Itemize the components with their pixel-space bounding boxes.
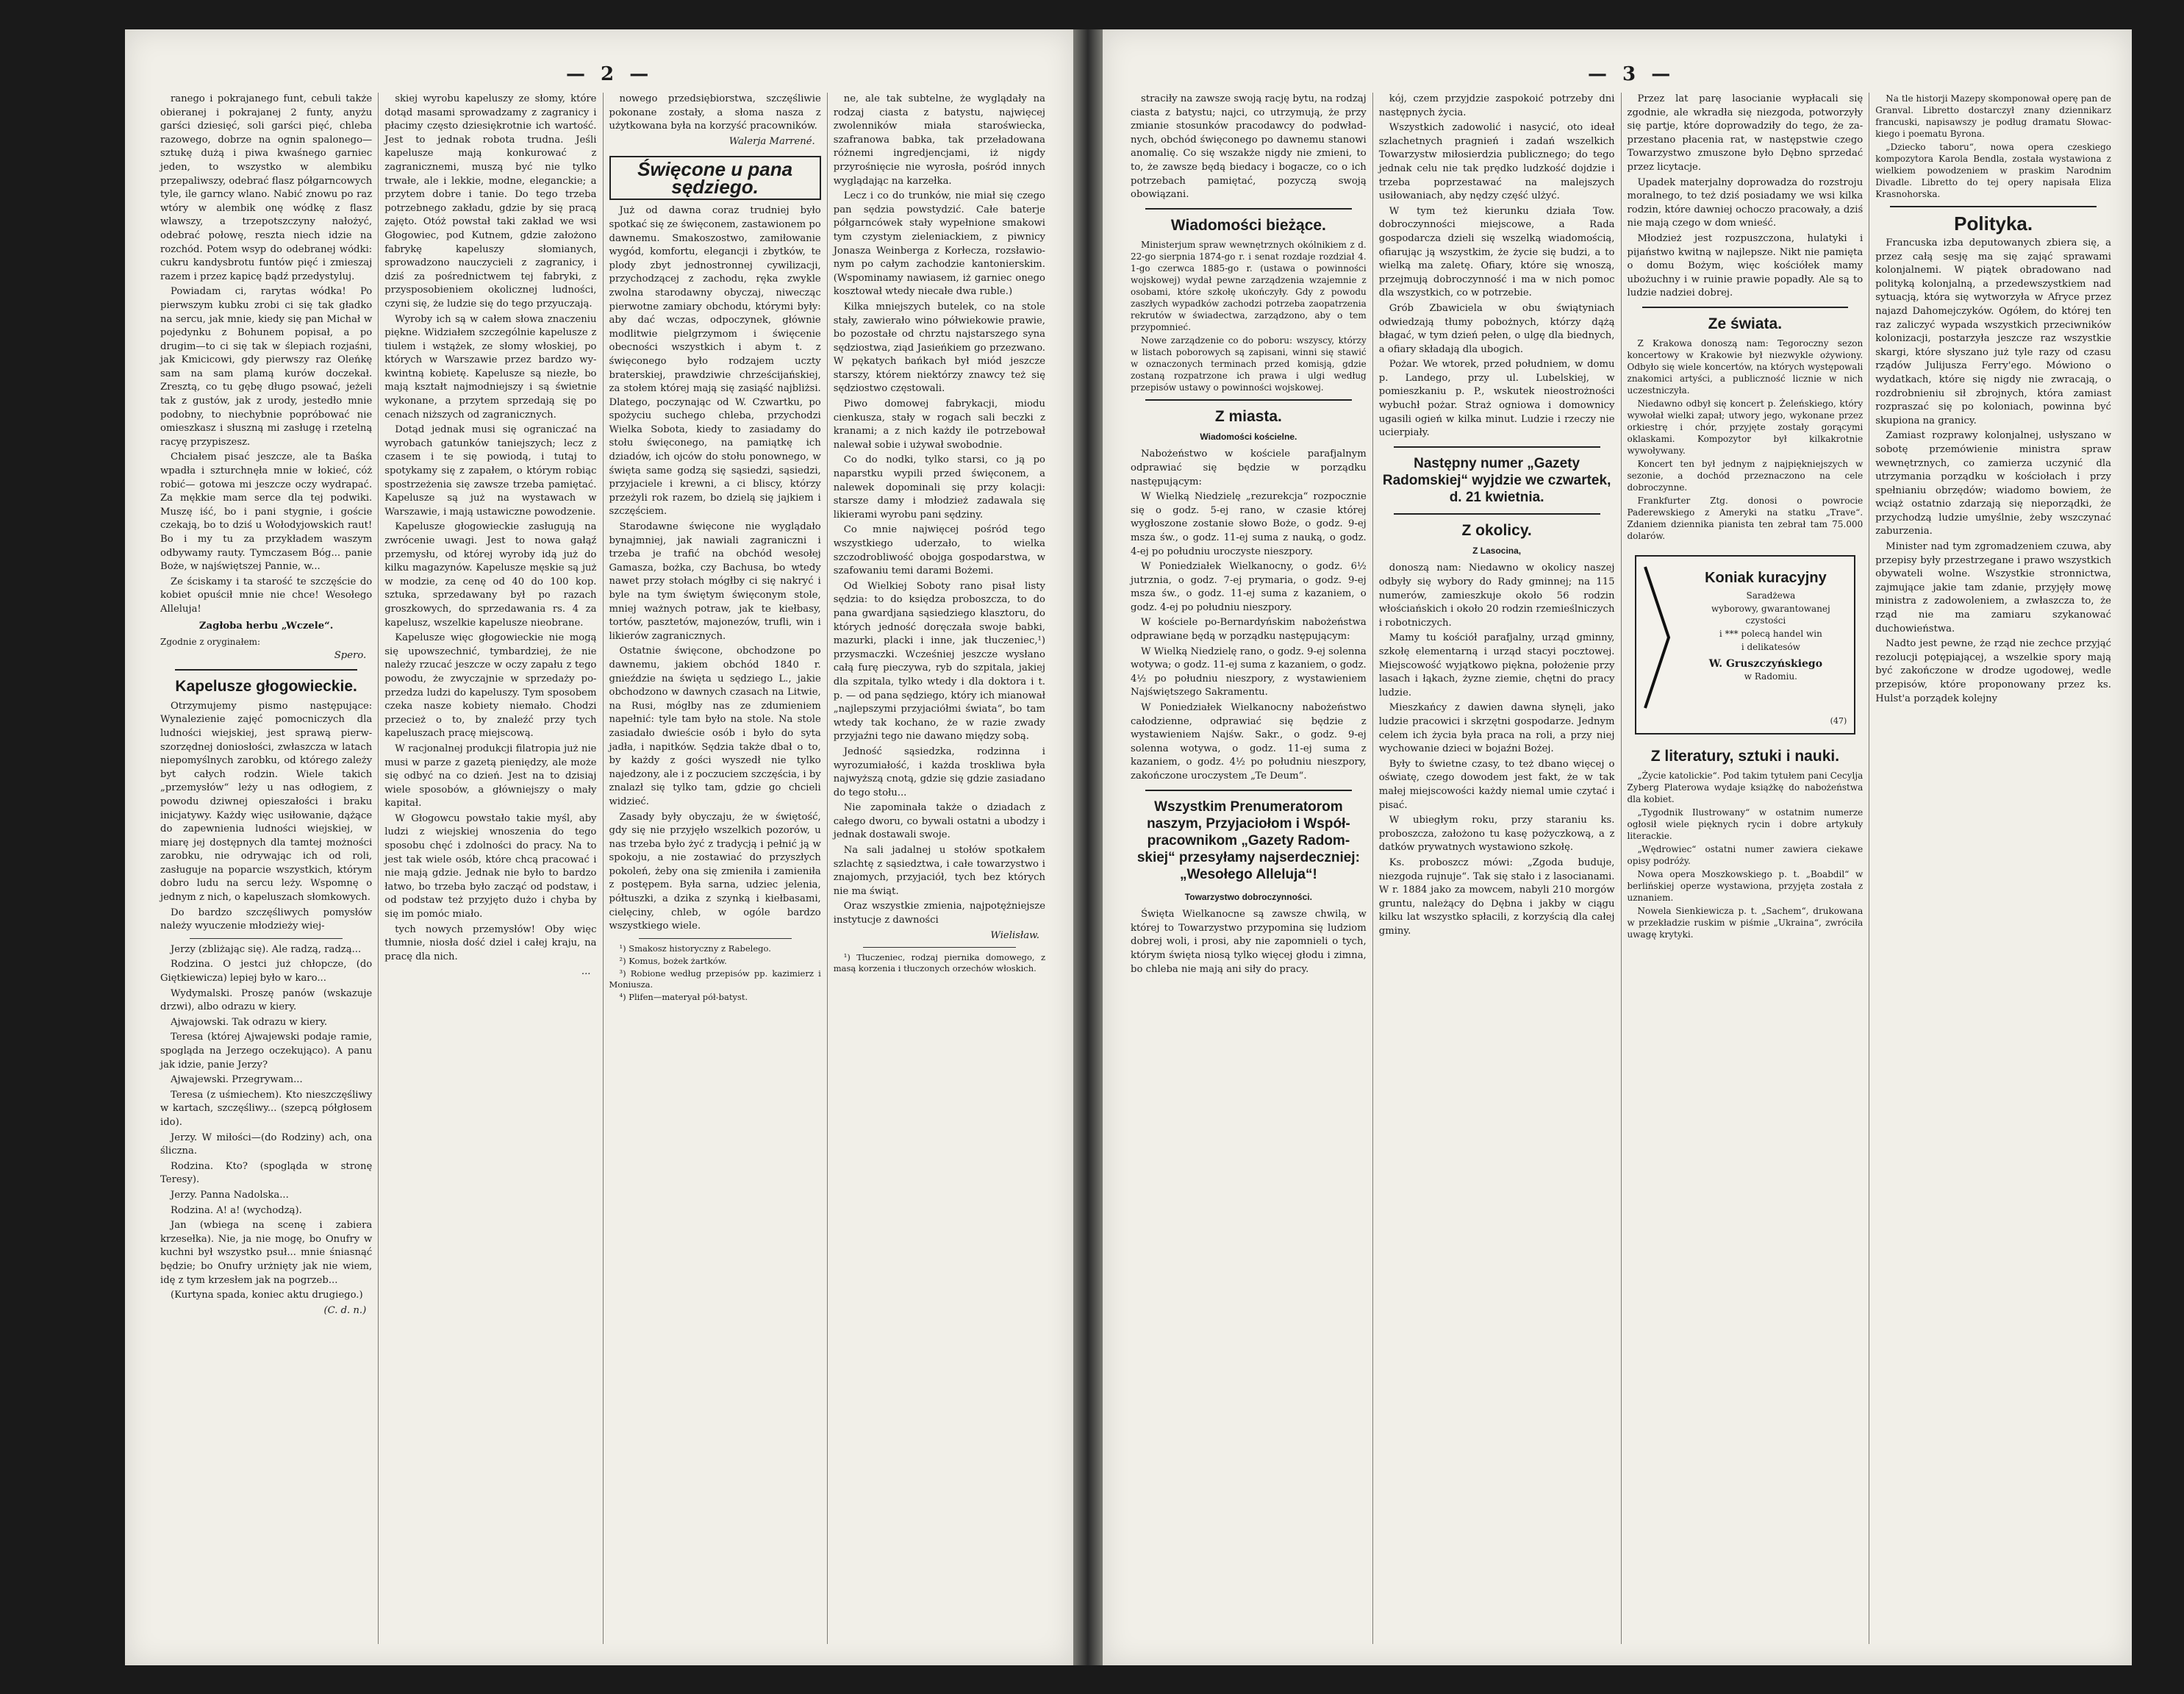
dialog-line: Jan (wbiega na scenę i zabiera krzesełka). Nie, ja nie mogę, bo Onufry w kuchni był wszystko psuł... mnie śniasnąć będzie; bo Onufry urżnięty jak nie wiem, idę z tym krzesłem jak na pogrzeb...: [160, 1220, 373, 1286]
cognac-advertisement: [1635, 555, 1856, 735]
divider: [1394, 513, 1600, 515]
left-col-2: [379, 93, 603, 1644]
dialog-line: (Kurtyna spada, koniec aktu drugiego.): [171, 1290, 363, 1301]
footnote: ³) Robione według przepisów pp. kazimierz i Moniusza.: [609, 968, 821, 990]
article-heading: Z literatury, sztuki i nauki.: [1650, 747, 1840, 765]
article-text: Ze ściskamy i ta starość te szczęście do kobiet opuścił mnie nie chce! Wesołego Alleluja!: [160, 576, 373, 615]
dialog-line: Rodzina. A! a! (wychodzą).: [171, 1204, 302, 1216]
page-number-right: — 3 —: [1588, 63, 1675, 85]
ad-city: w Radomiu.: [1744, 671, 1797, 682]
article-text: Od Wielkiej Soboty rano pisał listy sędzia: to do księdza proboszcza, to do pana gwardjana sąsiedziego klasztoru, do których jedność doręczała swoje babki, mazurki, placki i inne, jak tłuczeniec,¹) przysmaczki. Wcześniej jeszcze wysłano całą furę pieczywa, ryb do szpitala, jakiej dla szpitala, tylko wtedy i dla doktora i t. p. — od pana sędziego, który ich mianował „najlepszymi przyjaciółmi świata“, bo tam wtedy tak kochano, że w razie zwady przyjaźni tego nie dawano między sobą.: [833, 580, 1045, 743]
news-item: Nowa opera Moszkowskiego p. t. „Boabdil“ w berlińskiej operze wystawiona, przyjęta została z uznaniem.: [1627, 868, 1863, 903]
dialog-line: Ajwajowski. Tak odrazu w kiery.: [171, 1016, 328, 1028]
arrow-icon: [1642, 564, 1672, 711]
article-heading: Z okolicy.: [1461, 521, 1532, 539]
article-subheading: Z Lasocina,: [1472, 545, 1522, 556]
article-text: W tym też kierunku działa Tow. dobroczynności miejscowe, a Rada gospodarcza dzieli się wszelką wiadomością, ofiarując ją wszystkim, że życie się budzi, a to wielką ma zaletę. Ofiary, które się wnoszą, przejmują dobroczynność i ma w nich pomoc dla wszystkich, co w potrzebie.: [1378, 205, 1615, 299]
article-text: kój, czem przyjdzie zaspokoić potrzeby dni następnych życia.: [1378, 93, 1615, 118]
page-number-left: — 2 —: [566, 63, 654, 85]
article-text: W ubiegłym roku, przy staraniu ks. proboszcza, założono tu kasę pożyczkową, a z datków prywatnych wystawiono szkołę.: [1378, 815, 1615, 854]
dialog-line: Teresa (której Ajwajewski podaje ramie, spogląda na Jerzego oczekująco). A panu jak idzie, panie Jerzy?: [160, 1032, 373, 1071]
article-text: Grób Zbawiciela w obu świątyniach odwiedzają tłumy pobożnych, którzy dążą błagać, w tym dzień pełen, o ulgę dla biednych, a ofiary składają dla ubogich.: [1378, 302, 1615, 355]
ad-title: Koniak kuracyjny: [1705, 569, 1827, 586]
news-item: Frankfurter Ztg. donosi o powrocie Paderewskiego z Ameryki na statku „Trave“. Zdaniem dziennika pianista ten zebrał tam 75.000 dolarów.: [1627, 495, 1863, 541]
divider: [1394, 446, 1600, 448]
divider: [190, 938, 343, 939]
divider: [1890, 206, 2097, 207]
article-text: Jedność sąsiedzka, rodzinna i wyrozumiałość, i każda troskliwa była najwyższą cnotą, gdzie się gdzie zasiadano do tego stołu...: [833, 746, 1045, 798]
article-text: W Wielką Niedzielę „rezurekcja“ rozpocznie się o godz. 5-ej rano, w czasie której wygłoszone zostanie słowo Boże, o godz. 9-ej msza św., o godz. 11-ej suma z nauką, o godz. 4-ej po południu uroczyste nieszpory.: [1131, 491, 1367, 557]
news-item: „Życie katolickie“. Pod takim tytułem pani Cecylja Zyberg Platerowa wydaje książkę do nabożeństwa dla kobiet.: [1627, 770, 1863, 804]
right-page: [1103, 29, 2132, 1665]
article-text: Na sali jadalnej u stołów spotkałem szlachtę z sąsiedztwa, i całe towarzystwo i znajomych, przyjaciół, tych bez których nie ma świąt.: [833, 845, 1045, 897]
news-item: Ministerjum spraw wewnętrznych okólnikiem z d. 22-go sierpnia 1874-go r. i senat rozdaje rozdział 4. 1-go czerwca 1885-go r. (ustawa o powinności wojskowej) wydał pewne zarządzenia wzajemnie z osobami, które szkołę ukończyły. Gdy z powodu zaszłych wypadków zachodzi potrzeba zaopatrzenia rekrutów w świadectwa, zarządzono, aby o tem przypomnieć.: [1131, 239, 1367, 332]
article-text: Mamy tu kościół parafjalny, urząd gminny, szkołę elementarną i urząd stacyi pocztowej. Miejscowość wyjątkowo piękna, położenie przy lasach i łąkach, żyzne ziemie, chętni do pracy ludzie.: [1378, 632, 1615, 698]
article-text: Powiadam ci, rarytas wódka! Po pierwszym kubku zrobi ci się tak gładko na sercu, jak mnie, kiedy się pan Michał w pojedynku z Bohunem popisał, a po drugim—to ci się tak w ślepiach rozjaśni, jak Kmicicowi, gdy pierwszy raz Oleńkę sam na sam plamą kurów doczekał. Zresztą, co tu gębę długo psować, jeżeli tak z gustów, jak z urody, jestedło mnie podobny, to niechybnie popróbować nie omieszkasz i słuszną mi zasługę i rzetelną racyę przypiszesz.: [160, 286, 373, 448]
article-text: W racjonalnej produkcji filatropia już nie musi w parze z gazetą pieniędzy, ale może się odbyć na co dzień. Jest na to dzisiaj wiele sposobów, a główniejszy o mały kapitał.: [384, 743, 597, 810]
article-text: Piwo domowej fabrykacji, miodu cienkusza, stały w rogach sali beczki z kranami; a z nich każdy ile potrzebował nalewał sobie i używał swobodnie.: [833, 399, 1045, 451]
article-text: Już od dawna coraz trudniej było spotkać się ze święconem, zastawionem po dawnemu. Smakoszostwo, zamiłowanie wygód, komfortu, elegancji i zbytków, te plody zbyt jednostronnej cywilizacji, przychodzącej z zachodu, ręka zwykle zwolna starodawny obyczaj, niwecząc pierwotne zamiary obchodu, którymi były: aby dać wczas, odpoczynek, głównie modlitwie pielgrzymom i święcenie obecności wszystkich i abym t. z święconego było rodzajem uczty braterskiej, prawdziwie chrześcijańskiej, za stołem której mają się zasiąść najbliżsi. Dlatego, poczynając od W. Czwartku, po spożyciu suchego chleba, przychodzi Wielka Sobota, kiedy to zasiadamy do stołu święconego, na pamiątkę ich dziadów, ich ojców do stołu ponownego, w święta same godzą się sąsiedzi, sąsiedzi, przyjaciele i krewni, a ci bliscy, którzy przeżyli rok razem, bo dzielą się jajkiem i szczęściem.: [609, 205, 821, 518]
right-columns: [1125, 93, 2117, 1644]
dialog-line: Jerzy (zbliżając się). Ale radzą, radzą...: [171, 943, 362, 955]
left-col-1: [154, 93, 379, 1644]
article-text: Wszystkich zadowolić i nasycić, oto ideał szlachetnych pragnień i zadań wszelkich Towarzystw miłosierdzia publicznego; do tego jednak celu nie tak prędko ludzkość dojdzie i trzeba poprzestawać na malejszych usiłowaniach, aby nędzy część ulżyć.: [1378, 122, 1615, 202]
divider: [1145, 399, 1352, 401]
article-text: Kapelusze głogowieckie zasługują na zwrócenie uwagi. Jest to nowa gałąź przemysłu, od której wyroby idą już do kilku magazynów. Kapelusze męskie są już w modzie, za cenę od 40 do 100 kop. sztuka, sprzedawany był po razach groszkowych, do sprzedawania rs. 4 za kapelusz, wszelkie kapelusze nieobrane.: [384, 521, 597, 629]
article-text: W Poniedziałek Wielkanocny, o godz. 6½ jutrznia, o godz. 7-ej prymaria, o godz. 9-ej msza św., o godz. 11-ej suma z kazaniem, o godz. 4-ej po południu nieszpory.: [1131, 561, 1367, 613]
article-text: Ostatnie święcone, obchodzone po dawnemu, jakiem obchód 1840 r. gnieździe na święta u sędziego L., jakie obchodzono w dawnych czasach na Litwie, na Rusi, mógłby nas ze zdumieniem napełnić: tyle tam było na stole. Na stole zasiadało dwieście osób i było do syta jadła, i napitków. Sędzia także dbał o to, by każdy z gości wyszedł nie tylko najedzony, ale i z poczuciem szczęścia, i by znalazł się tylko tam, gdzie go chcieli widzieć.: [609, 646, 821, 807]
article-text: donoszą nam: Niedawno w okolicy naszej odbyły się wybory do Rady gminnej; na 115 numerów, zamieszkuje około 56 rodzin włościańskich i około 20 rodzin rzemieślniczych i robotniczych.: [1378, 562, 1615, 629]
footnote-divider: [639, 938, 792, 939]
article-text: Nadto jest pewne, że rząd nie zechce przyjąć rezolucji potępiającej, a wszelkie spory mają być zakończone w drodze ugodowej, wedle przepisów, które proponowany przez ks. Hulst'a porządek kolejny: [1875, 638, 2111, 704]
ad-line: Saradżewa: [1746, 590, 1796, 601]
next-issue-notice: Następny numer „Gazety Radomskiej“ wyjdzie we czwartek, d. 21 kwietnia.: [1382, 455, 1611, 505]
news-item: „Wędrowiec“ ostatni numer zawiera ciekawe opisy podróży.: [1627, 843, 1863, 866]
article-text: Co do nodki, tylko starsi, co ją po naparstku wypili przed święconem, a nalewek dopominali się przy kolacji: starsze damy i młodzież zadawala się likierami wyrobu pani sędziny.: [833, 454, 1045, 521]
dialog-line: Teresa (z uśmiechem). Kto nieszczęśliwy w kartach, szczęśliwy... (szepcą półgłosem ido).: [160, 1089, 373, 1128]
left-col-3: [604, 93, 828, 1644]
article-text: W Poniedziałek Wielkanocny nabożeństwo całodzienne, odprawiać się będzie z wystawieniem Najśw. Sakr., o godz. 9-ej solenna wotywa, o godz. 11-ej suma z kazaniem, o godz. 4½ po południu nieszpory, zakończone uroczystem „Te Deum“.: [1131, 702, 1367, 782]
article-text: Co mnie najwięcej pośród tego wszystkiego uderzało, to wielka szczodrobliwość obojga gospodarstwa, w szafowaniu temi darami Bożemi.: [833, 524, 1045, 577]
ad-line: wyborowy, gwarantowanej czystości: [1711, 603, 1830, 626]
article-text: Upadek materjalny doprowadza do rozstroju moralnego, to też dziś posiadamy we wsi kilka rodzin, które dawniej ochoczo pracowały, a dziś nie mają czego w dom wnieść.: [1627, 176, 1863, 229]
article-heading: Kapelusze głogowieckie.: [175, 677, 357, 695]
divider: [1145, 208, 1352, 210]
article-heading: Święcone u pana sędziego.: [609, 156, 821, 200]
signature: Wielisław.: [990, 929, 1039, 941]
dialog-line: Rodzina. O jestci już chłopcze, (do Giętkiewicza) lepiej było w karo...: [160, 959, 373, 984]
dialog-line: Jerzy. Panna Nadolska...: [171, 1189, 289, 1201]
article-text: Mieszkańcy z dawien dawna słynęli, jako ludzie pracowici i skrzętni gospodarze. Jednym celem ich życia była praca na roli, a przy niej wychowanie dzieci w bojaźni Bożej.: [1378, 702, 1615, 755]
footnote: ²) Komus, bożek żartków.: [619, 955, 727, 966]
news-item: Nowela Sienkiewicza p. t. „Sachem“, drukowana w przekładzie ruskim w piśmie „Ukraina“, zwróciła uwagę krytyki.: [1627, 905, 1863, 940]
article-text: Do bardzo szczęśliwych pomysłów należy wyuczenie młodzieży wiej-: [160, 907, 373, 932]
article-text: Nabożeństwo w kościele parafjalnym odprawiać się będzie w porządku następującym:: [1131, 448, 1367, 487]
article-text: Zamiast rozprawy kolonjalnej, usłyszano w sobotę przemówienie ministra spraw wewnętrznych, co zamierza uczynić dla utrzymania porządku w kościołach i przy spełnianiu obrzędów; wiadomo bowiem, że wciąż ostatnio zdarzają się nieporządki, że przychodzą ludzie umyślnie, żeby wszczynać zaburzenia.: [1875, 430, 2111, 537]
left-col-4: [828, 93, 1051, 1644]
article-text: Lecz i co do trunków, nie miał się czego pan sędzia powstydzić. Całe baterje półgarncówek stały wypełnione smakowi tym czystym zieleniackiem, z piwnicy Jonasza Weinberga z Korłecza, rozsławionym po całym zachodzie kantonierskim. (Wspominamy nawiasem, iż garniec onego kosztował wtedy niecałe dwa ruble.): [833, 190, 1045, 298]
news-item: Koncert ten był jednym z najpiękniejszych w sezonie, a dochód przeznaczono na cele dobroczynne.: [1627, 458, 1863, 493]
signature: Spero.: [334, 650, 367, 662]
news-item: Z Krakowa donoszą nam: Tegoroczny sezon koncertowy w Krakowie był niezwykle ożywiony. Odbyło się wiele koncertów, na których występowali znakomici artyści, a publiczność licznie w nich uczestniczyła.: [1627, 337, 1863, 396]
right-col-3: [1622, 93, 1870, 1644]
article-text: nowego przedsiębiorstwa, szczęśliwie pokonane zostały, a słoma nasza z użytkowana była na korzyść pracowników.: [609, 93, 821, 132]
ad-line: i *** polecą handel win: [1719, 628, 1822, 639]
footnote: ¹) Tłuczeniec, rodzaj piernika domowego, z masą korzenia i tłuczonych orzechów włoskich.: [833, 952, 1045, 974]
article-text: Otrzymujemy pismo następujące: Wynalezienie zajęć pomocniczych dla ludności wiejskiej, jest sprawą pierwszorzędnej doniosłości, zwłaszcza w latach niepomyślnych zarobku, od którego zależy byt całych rodzin. Wiele takich „przemysłów“ leży u nas odłogiem, z powodu dziwnej opieszałości i braku inicjatywy. Każdy więc usiłowanie, dążące do zapewnienia ludności wiejskiej, w miarę jej dostępnych dla tamtej możności zarobku, nie odrywając ich od roli, zasługuje na poparcie wszystkich, którym dobro ludu na sercu leży. Wspomnę o jednym z nich, o kapeluszach słomkowych.: [160, 700, 373, 904]
article-text: Nie zapominała także o dziadach z całego dworu, co bywali ostatni a ubodzy i jednak dostawali swoje.: [833, 802, 1045, 841]
article-text: Pożar. We wtorek, przed południem, w domu p. Landego, przy ul. Lubelskiej, w pomieszkaniu p. P., wskutek nieostrożności wybuchł pożar. Straż ogniowa i domownicy ugasili ogień w kilka minut. Ludzie i rzeczy nie ucierpiały.: [1378, 359, 1615, 439]
article-text: Ks. proboszcz mówi: „Zgoda buduje, niezgoda rujnuje“. Tak się stało i z lasocianami. W r. 1884 jako za mowcem, nabyli 210 morgów gruntu, należący do Dębna i jakby w ciągu kilku lat wszystko spłacili, z korzyścią dla całej gminy.: [1378, 857, 1615, 937]
article-text: Wyroby ich są w całem słowa znaczeniu piękne. Widziałem szczególnie kapelusze z tiulem i wstążek, ze słomy włoskiej, po których w Warszawie przez bardzo wykwintną kobietę. Kapelusze są niezłe, bo mają kształt najmodniejszy i są świetnie wykonane, a przytem sprzedają się po cenach niższych od zagranicznych.: [384, 313, 597, 421]
signature: Zagłoba herbu „Wczele“.: [198, 620, 334, 632]
news-item: „Dziecko taboru“, nowa opera czeskiego kompozytora Karola Bendla, została wystawiona z wielkiem powodzeniem w praskim Narodnim Divadle. Libretto do tej opery napisała Eliza Krasnohorska.: [1875, 142, 2111, 199]
left-page: [125, 29, 1073, 1665]
article-heading: Z miasta.: [1214, 407, 1282, 425]
dialog-line: Ajwajewski. Przegrywam...: [171, 1074, 303, 1086]
article-text: W Wielką Niedzielę rano, o godz. 9-ej solenna wotywa; o godz. 11-ej suma z kazaniem, o godz. 4½ po południu nieszpory, z wystawieniem Najświętszego Sakramentu.: [1131, 646, 1367, 698]
ad-merchant: W. Gruszczyńskiego: [1708, 657, 1823, 670]
article-subheading: Towarzystwo dobroczynności.: [1184, 891, 1312, 902]
article-text: tych nowych przemysłów! Oby więc tłumnie, niosła dość dziel i całej kraju, na pracę dla nich.: [384, 923, 597, 962]
signature: ...: [581, 966, 591, 978]
article-text: Dotąd jednak musi się ograniczać na wyrobach gatunków taniejszych; lecz z czasem i te się powiodą, i tutaj to spotykamy się z zapałem, o którym robiąc spostrzeżenia się zawsze trzeba pamiętać. Kapelusze są już na wystawach w Warszawie, i mają ustawiczne powodzenie.: [384, 424, 597, 518]
dialog-line: Wydymalski. Proszę panów (wskazuje drzwi), albo odrazu w kiery.: [160, 987, 373, 1013]
dialog-line: Rodzina. Kto? (spogląda w stronę Teresy).: [160, 1160, 373, 1186]
news-item: Niedawno odbył się koncert p. Żeleńskiego, który wywołał wielki zapał; utwory jego, wykonane przez orkiestrę i chór, przyjęte zostały gorącymi oklaskami. Kompozytor był kilkakrotnie wywoływany.: [1627, 398, 1863, 456]
signature: Walerja Marrené.: [728, 135, 815, 147]
article-text: Święta Wielkanocne są zawsze chwilą, w której to Towarzystwo przypomina się ludziom dobrej woli, i prosi, aby nie zapomnieli o tych, którym święta niosą tylko więcej głodu i zimna, bo chleba nie mają ani siły do pracy.: [1131, 909, 1367, 975]
article-heading: Polityka.: [1954, 212, 2033, 235]
article-text: Były to świetne czasy, to też dbano więcej o oświatę, czego dowodem jest fakt, że w tak małej miejscowości każdy niemal umie czytać i pisać.: [1378, 758, 1615, 811]
left-columns: [154, 93, 1051, 1644]
footnote: ¹) Smakosz historyczny z Rabelego.: [619, 943, 771, 954]
article-text: ne, ale tak subtelne, że wyglądały na rodzaj ciasta z batystu, najwięcej zwolenników miała staroświecka, szafranowa babka, tak przeładowana różnemi ingredjencjami, iż nigdy przyrośnięcie nie wyrosła, pośród innych wyglądając na karzełka.: [833, 93, 1045, 187]
book-gutter: [1073, 29, 1103, 1665]
article-text: Przez lat parę lasocianie wypłacali się zgodnie, ale wkradła się niezgoda, potworzyły się partje, które doprowadziły do tego, że zaprzestano płacenia rat, w następstwie czego Towarzystwo zmuszone było Dębno sprzedać przez licytacje.: [1627, 93, 1863, 173]
article-heading: Wiadomości bieżące.: [1170, 216, 1326, 234]
divider: [175, 669, 357, 671]
article-heading: Ze świata.: [1708, 315, 1783, 332]
article-text: W kościele po-Bernardyńskim nabożeństwa odprawiane będą w porządku następującym:: [1131, 617, 1367, 643]
article-text: Kilka mniejszych butelek, co na stole stały, zawierało wino półwiekowie prawie, bo pozostałe od chrztu najstarszego syna sędziostwa, ziąd Jasieńkiem go przezwano. W pękatych bańkach był miód jeszcze starszy, którem niektórzy znawcy też się sędziostwo częstowali.: [833, 301, 1045, 395]
article-text: straciły na zawsze swoją rację bytu, na rodzaj ciasta z batystu; najci, co utrzymują, że przy zmianie stosunków pracodawcy do podwładnych, obchód święconego po dawnemu stanowi anomalię. Co się wszakże nigdy nie zmieni, to to, że zawsze będą biedacy i bogacze, co o ich potrzebach pamiętać, pozyczą swoją obowiązani.: [1131, 93, 1367, 201]
article-text: W Głogowcu powstało takie myśl, aby ludzi z wiejskiej wnoszenia do tego sposobu chęć i zdolności do pracy. Na to jest tak wiele osób, które chcą pracować i nie mają gdzie. Jednak nie było to bardzo łatwo, bo trzeba było zacząć od podstaw, i od podstaw też przyjęto dużo i chyba by się im pomóc miało.: [384, 812, 597, 921]
right-col-1: [1125, 93, 1373, 1644]
easter-greeting: Wszystkim Prenumeratorom naszym, Przyjaciołom i Współpracownikom „Gazety Radomskiej“ przesyłamy najserdeczniej: „Wesołego Alleluja“!: [1136, 798, 1360, 882]
article-text: Oraz wszystkie zmienia, najpotężniejsze instytucje z dawności: [833, 901, 1045, 926]
continued-note: (C. d. n.): [323, 1304, 367, 1316]
ad-reference: (47): [1830, 716, 1847, 726]
footnote-divider: [863, 947, 1016, 948]
article-text: Młodzież jest rozpuszczona, hulatyki i pijaństwo kwitną w najlepsze. Nikt nie pamięta o domu Bożym, więc kościółek mamy ubożuchny i w ruinie prawie popadły. Ale są to ludzie nadziei dobrej.: [1627, 232, 1863, 299]
news-item: Nowe zarządzenie co do poboru: wszyscy, którzy w listach poborowych są zapisani, winni się stawić w oznaczonych terminach przed komisją, gdzie zostaną rozpatrzone ich prawa i ulgi według przepisów ustawy o powinności wojskowej.: [1131, 335, 1367, 393]
news-item: „Tygodnik Ilustrowany“ w ostatnim numerze ogłosił wiele pięknych rycin i dobre artykuły literackie.: [1627, 807, 1863, 841]
right-col-2: [1373, 93, 1622, 1644]
right-col-4: [1869, 93, 2117, 1644]
divider: [1642, 307, 1849, 308]
footnote: ⁴) Plifen—materyał pół-batyst.: [619, 991, 748, 1002]
dialog-line: Jerzy. W miłości—(do Rodziny) ach, ona śliczna.: [160, 1132, 373, 1157]
article-text: ranego i pokrajanego funt, cebuli także obieranej i pokrajanej 2 funty, anyżu garści dziesięć, soli garści pięć, chleba razowego, dobrze na ognin spalonego—sztukę dużą i piwa kwaśnego garniec jeden, to wszystko w alembiku przepaliwszy, odebrać flasz półgarncowych tyle, ile garncy wlano. Nabić znowu po raz wtóry w alembik onę wódkę z flasz wlawszy, a trzepotszczyny nałożyć, odebrać połowę, reszta niech idzie na rozchód. Potem wsyp do odebranej wódki: cukru kandysbrotu funtów pięć i zmieszaj razem i przez kapicę bądź przedystyluj.: [160, 93, 373, 282]
article-text: Starodawne święcone nie wyglądało bynajmniej, jak nawiali zagraniczni i trzeba je trafić na obchód wesołej Gamasza, bożka, czy Bachusa, bo wtedy nawet przy stołach mógłby ci się nakryć i byle na tym świętym święconym stole, mniej ważnych potraw, jak te kiełbasy, tortów, pasztetów, majonezów, trufli, win i likierów zagranicznych.: [609, 521, 821, 642]
article-text: Kapelusze więc głogowieckie nie mogą się upowszechnić, tymbardziej, że nie należy rzucać jeszcze w oczy zapału z tego powodu, że zwyczajnie w sprzedaży poprzedza ludzi do kapeluszy. Tym sposobem czeka nasze kobiety niemało. Chodzi przecież o to, by znaleźć przy tych kapeluszach pracę miejscową.: [384, 632, 597, 740]
ad-line: i delikatesów: [1741, 641, 1800, 652]
article-text: Minister nad tym zgromadzeniem czuwa, aby przepisy były przestrzegane i prawo wszystkich obywateli wolne. Wszystkie stronnictwa, zajmujące jakie tam zdanie, przyjęły mowę ministra z zadowoleniem, a zwłaszcza to, że rząd nie ma zamiaru szykanować duchowieństwa.: [1875, 541, 2111, 635]
divider: [1145, 790, 1352, 791]
article-subheading: Wiadomości kościelne.: [1200, 431, 1297, 442]
article-text: skiej wyrobu kapeluszy ze słomy, które dotąd masami sprowadzamy z zagranicy i płacimy często dziesiękrotnie ich wartość. Jest to jednak robota trudna. Jeśli kapelusze mają konkurować z zagranicznemi, muszą być nie tylko trwałe, ale i lekkie, modne, eleganckie; a przytem dobre i tanie. Do tego trzeba potrzebnego zakładu, gdzie by się pracą zajęto. Otóż powstał taki zakład we wsi Głogowiec, pod Kutnem, gdzie założono fabrykę kapeluszy słomianych, sprowadzono nauczycieli z zagranicy, i dziś za pośrednictwem tej fabryki, z przysposobieniem okolicznej ludności, czyni się, że ludzie się do tego przyuczają.: [384, 93, 597, 310]
article-text: Francuska izba deputowanych zbiera się, a przez całą sesję ma się zająć sprawami kolonjalnemi. W piątek obradowano nad polityką kolonjalną, a przedewszystkiem nad sytuacją, która się wytworzyła w Afryce przez najazd Dahomejczyków. Ogółem, do której ten raz zaliczyć wypada wszystkich przeciwników kolonizacji, postarzyła jeszcze raz wszystkie skargi, które słyszano już tyle razy od czasu rządów Julijusza Ferry'ego. Mówiono o wydatkach, które się nigdy nie zwracają, o rozdrobnieniu sił zbrojnych, która zamiast rozpraszać się po koloniach, powinna być skupiona na granicy.: [1875, 237, 2111, 426]
news-item: Na tle historji Mazepy skomponował operę pan de Granval. Libretto dostarczył znany dziennikarz francuski, napisawszy je podług dramatu Słowackiego i poematu Byrona.: [1875, 93, 2111, 139]
signature-note: Zgodnie z oryginałem:: [160, 637, 261, 648]
article-text: Chciałem pisać jeszcze, ale ta Baśka wpadła i szturchnęła mnie w łokieć, cóż robić— gotowa mi jeszcze oczy wydrapać. Za mękkie mam serce dla tej podwiki. Muszę iść, bo i pani stygnie, i goście czekają, bo to dziś u Wołodyjowskich raut! Bo i my tu za przykładem waszym odbywamy rauty. Tymczasem Bóg... panie Boże, w najświętszej Pannie, w...: [160, 451, 373, 573]
article-text: Zasady były obyczaju, że w świętość, gdy się nie przyjęło wszelkich pozorów, u nas trzeba było żyć z tradycją i pełnić ją w spokoju, a nie zostawiać do przyszłych pokoleń, żeby ona się zmieniła i zamieniła z postępem. Była sarna, udziec jelenia, półtuszki, a dzika z szynką i kiełbasami, cielęciny, chleb, w ogóle bardzo wszystkiego wiele.: [609, 811, 821, 932]
